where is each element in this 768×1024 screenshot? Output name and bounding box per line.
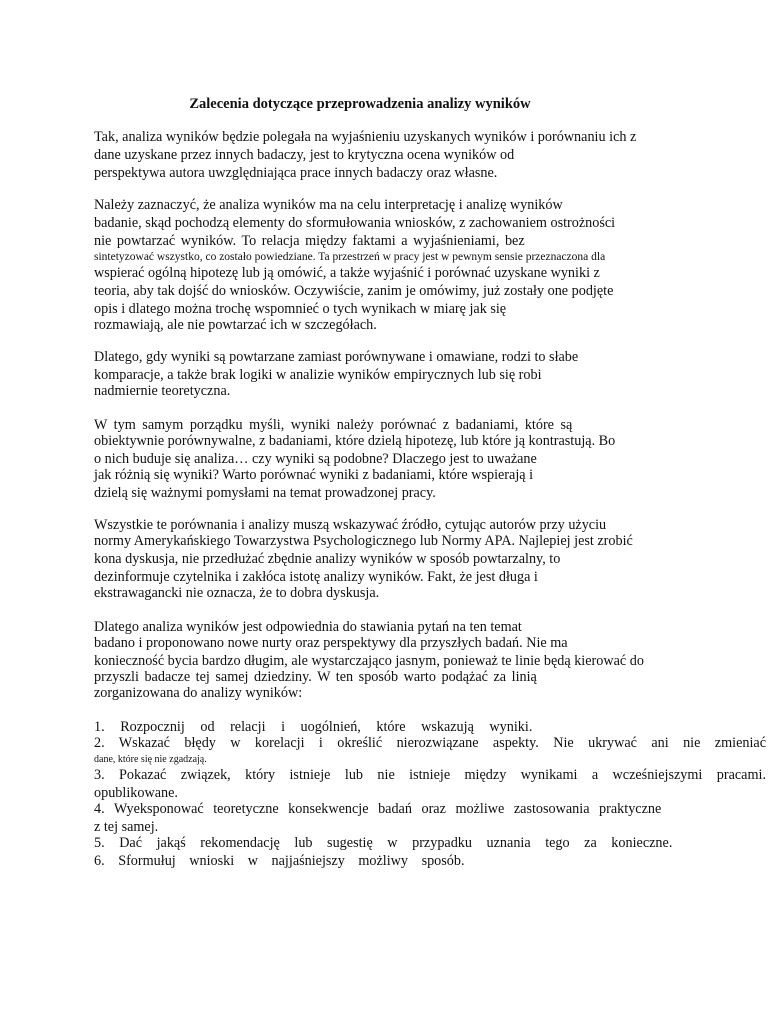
text-line: obiektywnie porównywalne, z badaniami, które dzielą hipotezę, lub które ją kontrastują. Bo (94, 433, 616, 449)
text-line: badano i proponowano nowe nurty oraz perspektywy dla przyszłych badań. Nie ma (94, 635, 568, 651)
text-line: Tak, analiza wyników będzie polegała na wyjaśnieniu uzyskanych wyników i porównaniu ich z (94, 129, 637, 145)
text-line: komparacje, a także brak logiki w analizie wyników empirycznych lub się robi (94, 367, 542, 383)
text-line: kona dyskusja, nie przedłużać zbędnie analizy wyników w sposób powtarzalny, to (94, 551, 561, 567)
text-line: normy Amerykańskiego Towarzystwa Psychologicznego lub Normy APA. Najlepiej jest zrobić (94, 533, 633, 549)
text-line: jak różnią się wyniki? Warto porównać wyniki z badaniami, które wspierają i (94, 467, 534, 483)
text-line: opublikowane. (94, 785, 178, 801)
text-line: nie powtarzać wyników. To relacja między faktami a wyjaśnieniami, bez (94, 233, 525, 249)
text-line: konieczność bycia bardzo długim, ale wystarczająco jasnym, ponieważ te linie będą kierować do (94, 653, 644, 669)
text-line: o nich buduje się analiza… czy wyniki są podobne? Dlaczego jest to uważane (94, 451, 537, 467)
list-item: 5. Dać jakąś rekomendację lub sugestię w przypadku uznania tego za konieczne. (94, 835, 673, 851)
text-line: W tym samym porządku myśli, wyniki należy porównać z badaniami, które są (94, 417, 573, 433)
text-line: badanie, skąd pochodzą elementy do sformułowania wniosków, z zachowaniem ostrożności (94, 215, 616, 231)
text-line: zorganizowana do analizy wyników: (94, 685, 303, 701)
list-item: 4. Wyeksponować teoretyczne konsekwencje badań oraz możliwe zastosowania praktyczne (94, 801, 662, 817)
text-line: Dlatego analiza wyników jest odpowiednia do stawiania pytań na ten temat (94, 619, 522, 635)
text-line: wspierać ogólną hipotezę lub ją omówić, a także wyjaśnić i porównać uzyskane wyniki z (94, 265, 600, 281)
text-line: przyszli badacze tej samej dziedziny. W ten sposób warto podążać za linią (94, 669, 537, 685)
text-line: dezinformuje czytelnika i zakłóca istotę analizy wyników. Fakt, że jest długa i (94, 569, 538, 585)
text-line: sintetyzować wszystko, co zostało powiedziane. Ta przestrzeń w pracy jest w pewnym sensie przeznaczona dla (94, 251, 606, 263)
text-line: opis i dlatego można trochę wspomnieć o tych wynikach w miarę jak się (94, 301, 507, 317)
text-line: dzielą się ważnymi pomysłami na temat prowadzonej pracy. (94, 485, 436, 501)
text-line: Dlatego, gdy wyniki są powtarzane zamiast porównywane i omawiane, rodzi to słabe (94, 349, 579, 365)
text-line: teoria, aby tak dojść do wniosków. Oczywiście, zanim je omówimy, już zostały one podjęte (94, 283, 614, 299)
text-line: dane, które się nie zgadzają. (94, 754, 207, 765)
text-line: rozmawiają, ale nie powtarzać ich w szczegółach. (94, 317, 377, 333)
text-line: perspektywa autora uwzględniająca prace innych badaczy oraz własne. (94, 165, 498, 181)
text-line: Należy zaznaczyć, że analiza wyników ma na celu interpretację i analizę wyników (94, 197, 563, 213)
text-line: z tej samej. (94, 819, 159, 835)
text-line: dane uzyskane przez innych badaczy, jest to krytyczna ocena wyników od (94, 147, 515, 163)
list-item: 2. Wskazać błędy w korelacji i określić nierozwiązane aspekty. Nie ukrywać ani nie zmieniać (94, 735, 766, 751)
list-item: 3. Pokazać związek, który istnieje lub nie istnieje między wynikami a wcześniejszymi pracami. (94, 767, 766, 783)
list-item: 6. Sformułuj wnioski w najjaśniejszy możliwy sposób. (94, 853, 465, 869)
list-item: 1. Rozpocznij od relacji i uogólnień, które wskazują wyniki. (94, 719, 533, 735)
document-title: Zalecenia dotyczące przeprowadzenia analizy wyników (189, 96, 531, 112)
text-line: Wszystkie te porównania i analizy muszą wskazywać źródło, cytując autorów przy użyciu (94, 517, 607, 533)
text-line: ekstrawagancki nie oznacza, że to dobra dyskusja. (94, 585, 380, 601)
text-line: nadmiernie teoretyczna. (94, 383, 231, 399)
